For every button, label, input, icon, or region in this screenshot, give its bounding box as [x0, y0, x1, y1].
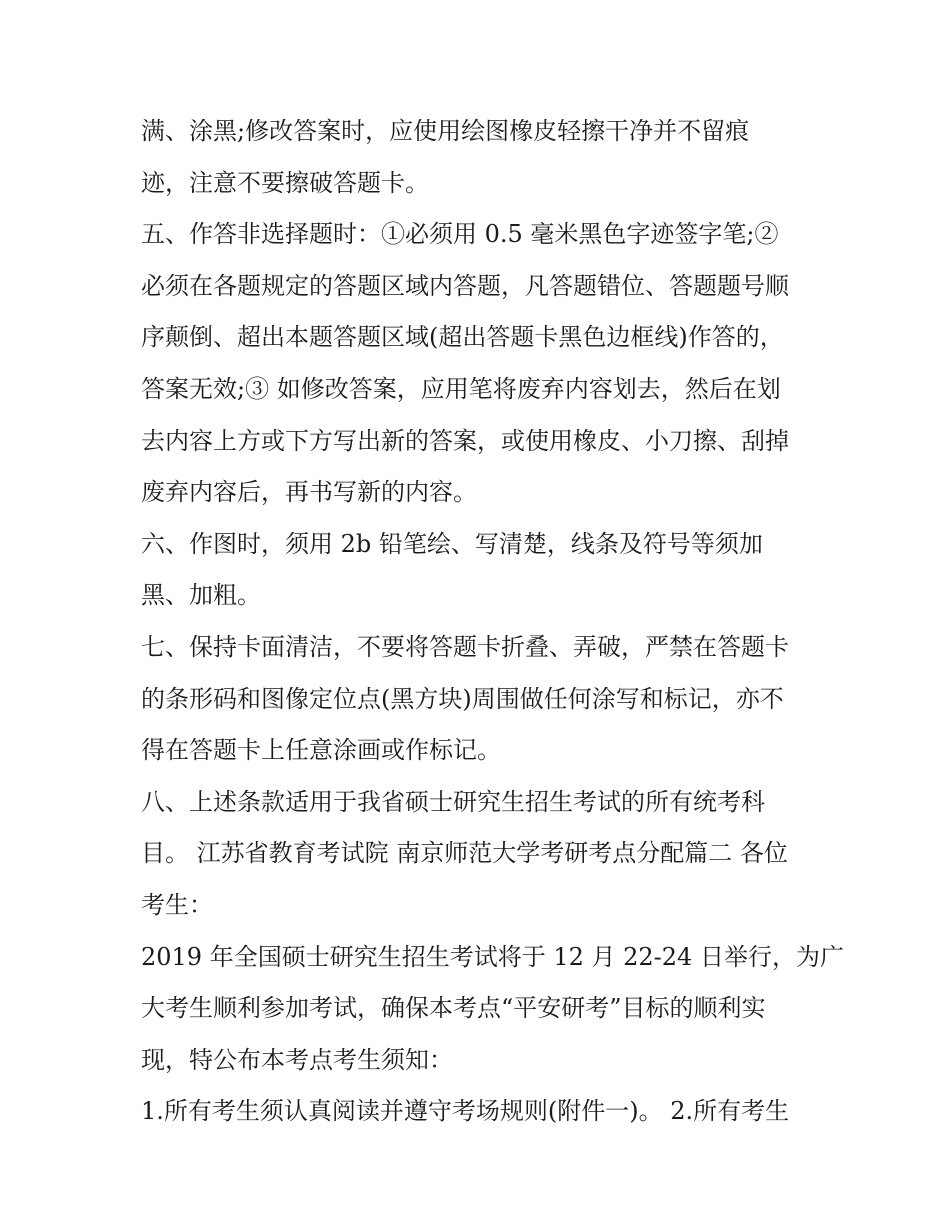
text-line: 废弃内容后，再书写新的内容。 [141, 478, 477, 507]
text-line: 六、作图时，须用 2b 铅笔绘、写清楚，线条及符号等须加 [141, 529, 763, 558]
text-line: 满、涂黑;修改答案时，应使用绘图橡皮轻擦干净并不留痕 [141, 117, 750, 145]
text-line: 黑、加粗。 [141, 581, 261, 610]
text-line: 序颠倒、超出本题答题区域(超出答题卡黑色边框线)作答的， [141, 323, 784, 352]
text-line: 必须在各题规定的答题区域内答题，凡答题错位、答题题号顺 [141, 271, 789, 300]
text-line: 的条形码和图像定位点(黑方块)周围做任何涂写和标记，亦不 [141, 684, 784, 713]
text-line: 大考生顺利参加考试，确保本考点“平安研考”目标的顺利实 [141, 994, 766, 1023]
text-line: 迹，注意不要擦破答题卡。 [141, 168, 429, 197]
text-line: 2019 年全国硕士研究生招生考试将于 12 月 22-24 日举行，为广 [141, 942, 844, 971]
text-line: 五、作答非选择题时：①必须用 0.5 毫米黑色字迹签字笔;② [141, 220, 779, 249]
text-line: 八、上述条款适用于我省硕士研究生招生考试的所有统考科 [141, 787, 765, 816]
text-line: 七、保持卡面清洁，不要将答题卡折叠、弄破，严禁在答题卡 [141, 632, 789, 661]
text-line: 得在答题卡上任意涂画或作标记。 [141, 736, 501, 765]
text-line: 去内容上方或下方写出新的答案，或使用橡皮、小刀擦、刮掉 [141, 426, 789, 455]
document-body [141, 106, 844, 1138]
text-line: 目。 江苏省教育考试院 南京师范大学考研考点分配篇二 各位 [141, 839, 788, 868]
text-line: 答案无效;③ 如修改答案，应用笔将废弃内容划去，然后在划 [141, 374, 781, 403]
text-line: 现，特公布本考点考生须知： [141, 1045, 453, 1074]
text-line: 1.所有考生须认真阅读并遵守考场规则(附件一)。 2.所有考生 [141, 1097, 790, 1126]
text-line: 考生： [141, 890, 213, 919]
